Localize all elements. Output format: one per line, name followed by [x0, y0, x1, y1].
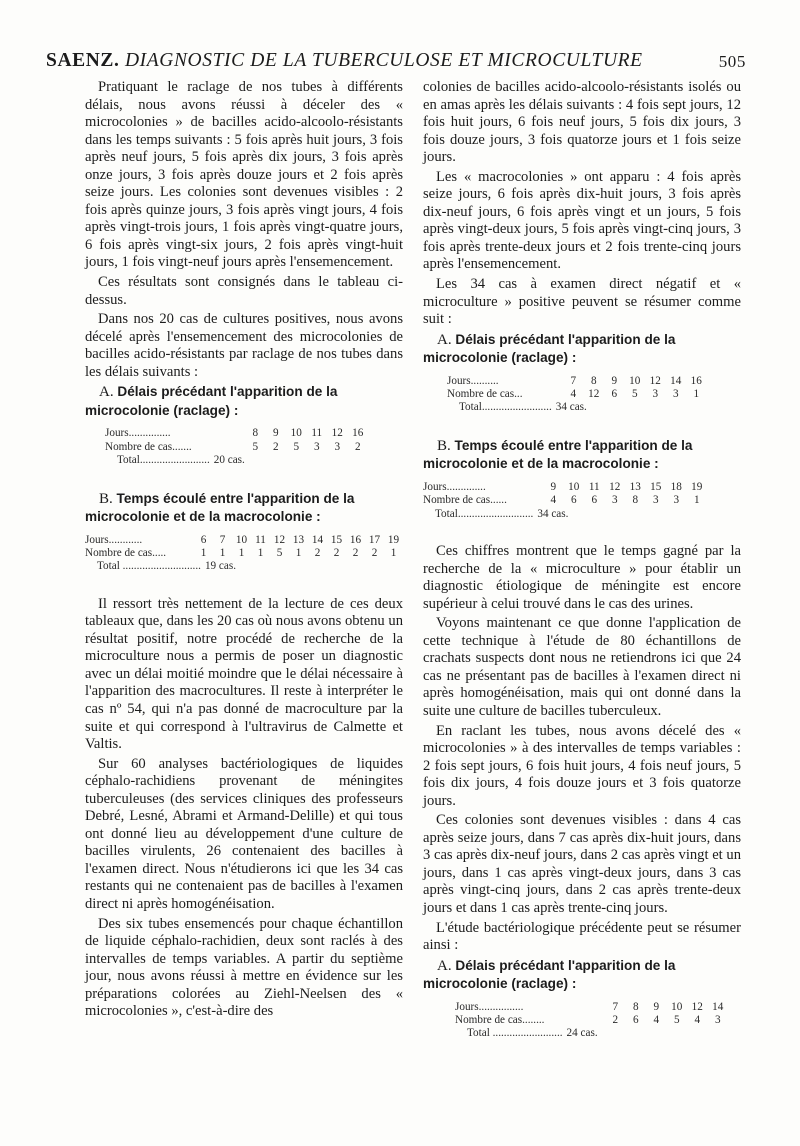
nombre-de-cas-row-label: Nombre de cas.......	[105, 440, 192, 453]
total-row	[85, 560, 403, 573]
nombre-de-cas-row-value: 2	[333, 546, 340, 559]
right-heading-b-letter: B.	[437, 437, 451, 454]
jours-row-label: Jours..........	[447, 374, 499, 387]
jours-row-value: 8	[590, 374, 597, 387]
jours-row-label: Jours...............	[105, 427, 171, 440]
left-heading-a	[85, 383, 403, 419]
right-table-c	[423, 1001, 741, 1041]
nombre-de-cas-row-value: 3	[334, 440, 341, 453]
left-heading-b	[85, 490, 403, 526]
page-number: 505	[718, 52, 746, 71]
nombre-de-cas-row-value: 2	[352, 546, 359, 559]
jours-row-value: 14	[712, 1000, 724, 1013]
jours-row-value: 19	[387, 533, 400, 546]
jours-row-value: 12	[649, 374, 661, 387]
jours-row-value: 9	[550, 480, 557, 493]
right-heading-a-letter: A.	[437, 331, 452, 348]
right-paragraph-5: Voyons maintenant ce que donne l'application de cette technique à l'étude de 80 échantillons de crachats suspects dont nous ne retiendrons ici que 24 cas ne présentant pas de bacilles à l'examen direct ni après homogénéisation, mais qui ont donné dans la suite une culture de bacilles tuberculeux.	[423, 615, 741, 720]
right-paragraph-7: Ces colonies sont devenues visibles : dans 4 cas après seize jours, dans 7 cas après dix-huit jours, dans 3 cas après dix-neuf jours, dans 2 cas après vingt et un jours, dans 1 cas après vingt-deux jours, dans 3 cas après vingt-cinq jours, dans 2 cas après trente-deux jours et dans 1 cas après trente-cinq jours.	[423, 812, 741, 917]
jours-row	[455, 1001, 741, 1014]
left-heading-a-text: Délais précédant l'apparition de la microcolonie (raclage) :	[85, 384, 338, 418]
right-paragraph-1: colonies de bacilles acido-alcoolo-résistants isolés ou en amas après les délais suivants : 4 fois sept jours, 12 fois huit jours, 6 fois neuf jours, 5 fois dix jours, 3 fois douze jours, 3 fois quatorze jours et 1 fois seize jours.	[423, 79, 741, 166]
nombre-de-cas-row	[423, 494, 741, 507]
nombre-de-cas-row-value: 5	[293, 440, 300, 453]
jours-row-value: 6	[200, 533, 207, 546]
header-title: DIAGNOSTIC DE LA TUBERCULOSE ET MICROCULTURE	[124, 50, 643, 71]
nombre-de-cas-row-value: 1	[200, 546, 207, 559]
nombre-de-cas-row-value: 3	[313, 440, 320, 453]
jours-row-value: 15	[330, 533, 343, 546]
nombre-de-cas-row-value: 3	[611, 494, 618, 507]
jours-row-value: 16	[352, 427, 364, 440]
nombre-de-cas-row-value: 12	[588, 388, 600, 401]
left-paragraph-1: Pratiquant le raclage de nos tubes à différents délais, nous avons réussi à déceler des « microcolonies » de bacilles acido-alcoolo-résistants dans les temps suivants : 5 fois après huit jours, 3 fois après neuf jours, 5 fois après dix jours, 3 fois après onze jours, 3 fois après douze jours et 2 fois après seize jours. Les colonies sont devenues visibles : 2 fois après quinze jours, 3 fois après vingt jours, 4 fois après vingt-trois jours, 1 fois après vingt-quatre jours, 6 fois après vingt-six jours, 2 fois après vingt-huit jours, 1 fois vingt-neuf jours après l'ensemencement.	[85, 79, 403, 271]
nombre-de-cas-row-value: 1	[295, 546, 302, 559]
right-heading-c-text: Délais précédant l'apparition de la microcolonie (raclage) :	[423, 957, 676, 992]
nombre-de-cas-row-value: 5	[276, 546, 283, 559]
right-paragraph-6: En raclant les tubes, nous avons décelé des « microcolonies » à des intervalles de temps variables : 2 fois sept jours, 6 fois huit jours, 4 fois neuf jours, 5 fois dix jours, 4 fois douze jours et 3 fois quatorze jours.	[423, 722, 741, 809]
nombre-de-cas-row-value: 4	[550, 494, 557, 507]
nombre-de-cas-row-value: 6	[591, 494, 598, 507]
nombre-de-cas-row-label: Nombre de cas........	[455, 1014, 545, 1027]
total-label: Total.........................	[117, 454, 210, 467]
jours-row-label: Jours..............	[423, 480, 486, 493]
right-column	[423, 79, 741, 1063]
left-paragraph-6: Des six tubes ensemencés pour chaque échantillon de liquide céphalo-rachidien, deux sont raclés à des intervalles de temps variables. A partir du septième jour, nous avons réussi à mettre en évidence sur les préparations colorées au Ziehl-Neelsen des « microcolonies », c'est-à-dire des	[85, 915, 403, 1020]
nombre-de-cas-row	[447, 388, 741, 401]
right-heading-c	[423, 957, 741, 993]
nombre-de-cas-row-label: Nombre de cas...	[447, 388, 523, 401]
total-value: 34 cas.	[555, 401, 587, 414]
jours-row-value: 19	[691, 480, 703, 493]
right-heading-a-text: Délais précédant l'apparition de la microcolonie (raclage) :	[423, 331, 676, 366]
nombre-de-cas-row	[85, 547, 403, 560]
nombre-de-cas-row	[455, 1014, 741, 1027]
nombre-de-cas-row-value: 4	[694, 1014, 701, 1027]
jours-row-value: 14	[670, 374, 682, 387]
right-paragraph-8: L'étude bactériologique précédente peut se résumer ainsi :	[423, 919, 741, 954]
jours-row-value: 12	[273, 533, 286, 546]
jours-row-value: 9	[611, 374, 618, 387]
left-heading-a-letter: A.	[99, 384, 114, 401]
nombre-de-cas-row-value: 5	[252, 440, 259, 453]
nombre-de-cas-row-value: 2	[371, 546, 378, 559]
jours-row-value: 16	[690, 374, 702, 387]
total-label: Total .........................	[467, 1027, 563, 1040]
jours-row-value: 15	[650, 480, 662, 493]
total-row	[423, 508, 741, 521]
nombre-de-cas-row-value: 3	[672, 388, 679, 401]
jours-row-value: 16	[349, 533, 362, 546]
nombre-de-cas-row-value: 4	[653, 1014, 660, 1027]
jours-row-value: 10	[629, 374, 641, 387]
left-paragraph-5: Sur 60 analyses bactériologiques de liquides céphalo-rachidiens provenant de méningites tuberculeuses (des services cliniques des professeurs Debré, Lesné, Abrami et Armand-Delille) et qui tous ont donné lieu au développement d'une culture de bacilles virulents, 26 contenaient des bacilles à l'examen direct. Nous n'étudierons ici que les 34 cas restants qui ne contenaient pas de bacilles à l'examen direct ni après homogénéisation.	[85, 755, 403, 913]
jours-row-value: 11	[588, 480, 600, 493]
jours-row-value: 9	[653, 1000, 660, 1013]
left-paragraph-2: Ces résultats sont consignés dans le tableau ci-dessus.	[85, 274, 403, 308]
nombre-de-cas-row-label: Nombre de cas......	[423, 494, 507, 507]
total-value: 20 cas.	[213, 454, 245, 467]
left-heading-b-text: Temps écoulé entre l'apparition de la microcolonie et de la macrocolonie :	[85, 490, 355, 525]
right-heading-a	[423, 331, 741, 367]
nombre-de-cas-row-value: 8	[632, 494, 639, 507]
jours-row-value: 8	[252, 427, 259, 440]
nombre-de-cas-row-value: 1	[219, 546, 226, 559]
total-value: 34 cas.	[537, 507, 569, 520]
nombre-de-cas-row	[105, 441, 403, 454]
nombre-de-cas-row-value: 1	[693, 494, 700, 507]
jours-row-value: 11	[255, 533, 266, 546]
nombre-de-cas-row-value: 5	[631, 388, 638, 401]
left-table-b	[85, 534, 403, 574]
total-label: Total ............................	[97, 560, 201, 573]
jours-row-label: Jours............	[85, 533, 143, 546]
jours-row-value: 12	[331, 427, 343, 440]
nombre-de-cas-row-label: Nombre de cas.....	[85, 546, 167, 559]
left-heading-b-letter: B.	[99, 490, 113, 507]
jours-row	[423, 481, 741, 494]
jours-row-value: 8	[632, 1000, 639, 1013]
jours-row-value: 10	[290, 427, 302, 440]
total-label: Total.........................	[459, 401, 552, 414]
left-table-a	[85, 427, 403, 467]
right-heading-b-text: Temps écoulé entre l'apparition de la microcolonie et de la macrocolonie :	[423, 437, 693, 472]
nombre-de-cas-row-value: 2	[272, 440, 279, 453]
jours-row-label: Jours................	[455, 1000, 524, 1013]
nombre-de-cas-row-value: 2	[314, 546, 321, 559]
jours-row-value: 11	[311, 427, 323, 440]
nombre-de-cas-row-value: 3	[652, 388, 659, 401]
header-author: SAENZ.	[46, 50, 120, 71]
jours-row-value: 13	[292, 533, 305, 546]
right-heading-c-letter: A.	[437, 957, 452, 974]
nombre-de-cas-row-value: 1	[238, 546, 245, 559]
left-column	[85, 79, 403, 1023]
nombre-de-cas-row-value: 1	[390, 546, 397, 559]
nombre-de-cas-row-value: 1	[693, 388, 700, 401]
jours-row-value: 7	[219, 533, 226, 546]
nombre-de-cas-row-value: 6	[611, 388, 618, 401]
right-table-a	[423, 375, 741, 415]
jours-row-value: 17	[368, 533, 381, 546]
nombre-de-cas-row-value: 4	[570, 388, 577, 401]
total-row	[447, 401, 741, 414]
total-label: Total...........................	[435, 507, 534, 520]
jours-row-value: 10	[235, 533, 248, 546]
nombre-de-cas-row-value: 2	[354, 440, 361, 453]
nombre-de-cas-row-value: 2	[612, 1014, 619, 1027]
jours-row-value: 10	[671, 1000, 683, 1013]
nombre-de-cas-row-value: 1	[257, 546, 264, 559]
left-paragraph-4: Il ressort très nettement de la lecture de ces deux tableaux que, dans les 20 cas où nous avons obtenu un résultat positif, notre procédé de recherche de la microculture nous a permis de poser un diagnostic avec un délai moitié moindre que le délai nécessaire à l'apparition des macrocultures. Il reste à interpréter le cas nº 54, qui n'a pas donné de macroculture par la suite et qui correspond à l'ultravirus de Calmette et Valtis.	[85, 595, 403, 753]
right-heading-b	[423, 437, 741, 473]
jours-row	[447, 375, 741, 388]
running-header	[46, 50, 746, 74]
nombre-de-cas-row-value: 3	[652, 494, 659, 507]
jours-row-value: 9	[272, 427, 279, 440]
jours-row-value: 12	[609, 480, 621, 493]
jours-row-value: 18	[670, 480, 682, 493]
jours-row-value: 14	[311, 533, 324, 546]
nombre-de-cas-row-value: 3	[714, 1014, 721, 1027]
right-paragraph-3: Les 34 cas à examen direct négatif et « microculture » positive peuvent se résumer comme suit :	[423, 276, 741, 328]
total-row	[105, 454, 403, 467]
right-table-b	[423, 481, 741, 521]
total-value: 19 cas.	[204, 560, 237, 573]
nombre-de-cas-row-value: 6	[570, 494, 577, 507]
nombre-de-cas-row-value: 5	[673, 1014, 680, 1027]
jours-row	[105, 427, 403, 440]
total-row	[455, 1027, 741, 1040]
right-paragraph-4: Ces chiffres montrent que le temps gagné par la recherche de la « microculture » pour établir un diagnostic étiologique de méningite est encore supérieur à celui trouvé dans le cas des urines.	[423, 543, 741, 612]
jours-row-value: 7	[570, 374, 577, 387]
jours-row-value: 13	[629, 480, 641, 493]
nombre-de-cas-row-value: 3	[673, 494, 680, 507]
jours-row	[85, 534, 403, 547]
left-paragraph-3: Dans nos 20 cas de cultures positives, nous avons décelé après l'ensemencement des microcolonies de bacilles acido-résistants par raclage de nos tubes dans les délais suivants :	[85, 311, 403, 380]
jours-row-value: 12	[691, 1000, 703, 1013]
total-value: 24 cas.	[566, 1027, 598, 1040]
jours-row-value: 7	[612, 1000, 619, 1013]
nombre-de-cas-row-value: 6	[632, 1014, 639, 1027]
right-paragraph-2: Les « macrocolonies » ont apparu : 4 fois après seize jours, 6 fois après dix-huit jours, 3 fois après dix-neuf jours, 6 fois après vingt et un jours, 5 fois après vingt-deux jours, 5 fois après vingt-cinq jours, 3 fois après trente-deux jours et 2 fois trente-cinq jours après l'ensemencement.	[423, 168, 741, 273]
jours-row-value: 10	[568, 480, 580, 493]
